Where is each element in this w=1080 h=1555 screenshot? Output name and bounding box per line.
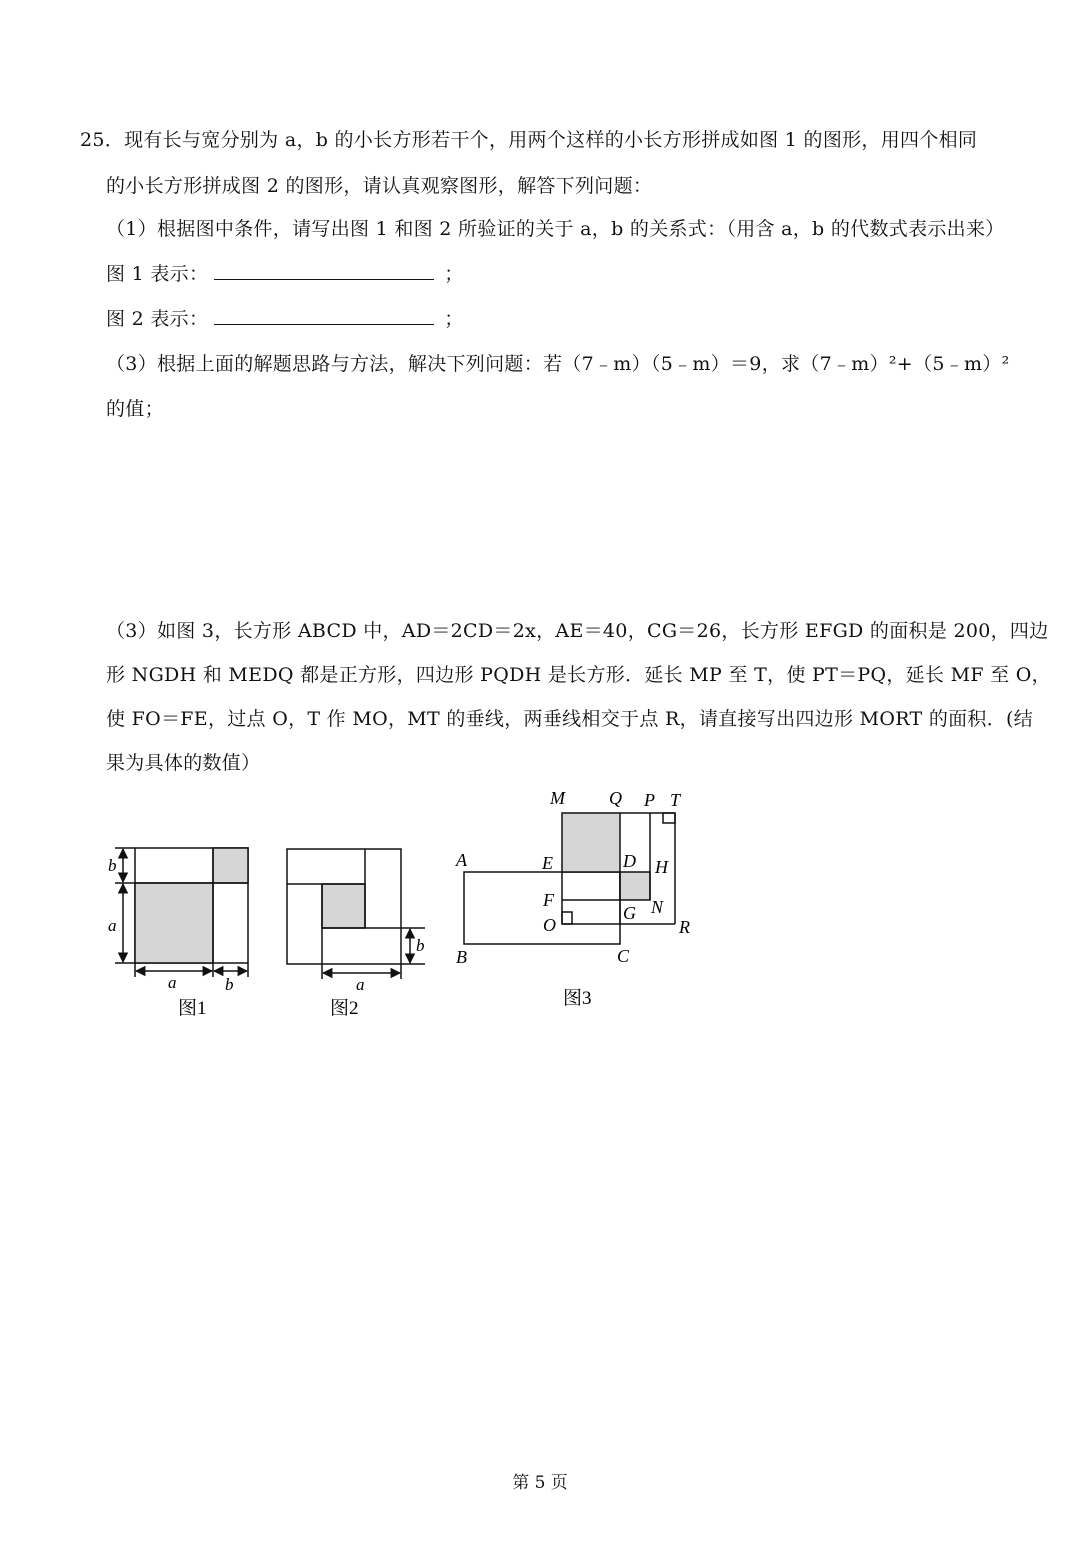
fig3-label-C: C xyxy=(617,946,630,966)
semicolon: ； xyxy=(444,263,464,285)
part3b-line-1: （3）如图 3，长方形 ABCD 中，AD＝2CD＝2x，AE＝40，CG＝26，长方形 EFGD 的面积是 200，四边 xyxy=(106,620,1049,642)
fig3-caption: 图3 xyxy=(563,988,592,1009)
semicolon: ； xyxy=(444,308,464,330)
fig3-right-angle-T xyxy=(663,813,675,823)
figure-3 xyxy=(464,813,675,944)
figure-2 xyxy=(287,849,425,979)
part3b-line-4: 果为具体的数值） xyxy=(106,752,261,774)
fig1-label-b: b xyxy=(108,856,117,875)
fig3-label-E: E xyxy=(542,853,553,873)
fig2-answer-blank[interactable] xyxy=(214,306,434,325)
fig1-answer-row xyxy=(106,261,464,287)
fig3-square-NGDH xyxy=(620,872,650,900)
fig3-label-M: M xyxy=(550,788,565,808)
figure-1 xyxy=(115,848,248,977)
part3b-line-3: 使 FO＝FE，过点 O，T 作 MO，MT 的垂线，两垂线相交于点 R，请直接写出四边形 MORT 的面积．(结 xyxy=(106,708,1034,730)
fig3-rect-ABCD xyxy=(464,872,620,944)
part1-prompt: （1）根据图中条件，请写出图 1 和图 2 所验证的关于 a，b 的关系式：（用含 a，b 的代数式表示出来） xyxy=(106,218,1005,240)
fig1-small-shaded xyxy=(213,848,248,883)
fig1-shaded-square xyxy=(135,883,213,963)
part3a-line-2: 的值； xyxy=(106,398,164,420)
fig2-label-a: a xyxy=(356,975,365,994)
fig3-square-MEDQ xyxy=(562,813,620,872)
figures xyxy=(100,785,720,1025)
part3b-line-2: 形 NGDH 和 MEDQ 都是正方形，四边形 PQDH 是长方形．延长 MP 至 T，使 PT＝PQ，延长 MF 至 O， xyxy=(106,664,1051,686)
fig3-label-T: T xyxy=(670,790,681,810)
fig2-answer-label: 图 2 表示： xyxy=(106,308,209,330)
fig1-caption: 图1 xyxy=(178,998,207,1019)
fig3-label-F: F xyxy=(543,890,554,910)
fig3-label-D: D xyxy=(623,851,636,871)
fig3-label-O: O xyxy=(543,915,556,935)
part3a-line-1: （3）根据上面的解题思路与方法，解决下列问题：若（7﹣m）（5﹣m）＝9，求（7﹣m）²+（5﹣m）² xyxy=(106,353,1010,375)
fig3-label-N: N xyxy=(651,897,664,917)
fig2-answer-row xyxy=(106,306,464,332)
fig1-answer-blank[interactable] xyxy=(214,261,434,280)
fig3-label-R: R xyxy=(679,917,690,937)
fig3-label-B: B xyxy=(456,947,467,967)
fig2-label-b: b xyxy=(416,936,425,955)
fig3-right-angle-O xyxy=(562,912,572,924)
fig3-label-P: P xyxy=(644,790,655,810)
fig2-shaded-square xyxy=(322,884,365,928)
page-number: 第 5 页 xyxy=(512,1473,568,1493)
fig3-label-G: G xyxy=(623,903,636,923)
fig1-label-a-bottom: a xyxy=(168,973,177,992)
question-line-1: 25．现有长与宽分别为 a，b 的小长方形若干个，用两个这样的小长方形拼成如图 1 的图形，用四个相同 xyxy=(80,129,978,151)
fig1-label-a: a xyxy=(108,916,117,935)
fig3-label-Q: Q xyxy=(609,788,622,808)
fig3-label-H: H xyxy=(655,857,668,877)
fig1-answer-label: 图 1 表示： xyxy=(106,263,209,285)
fig2-caption: 图2 xyxy=(330,998,359,1019)
fig1-label-b-bottom: b xyxy=(225,975,234,994)
fig3-label-A: A xyxy=(456,850,467,870)
question-line-2: 的小长方形拼成图 2 的图形，请认真观察图形，解答下列问题： xyxy=(106,175,653,197)
